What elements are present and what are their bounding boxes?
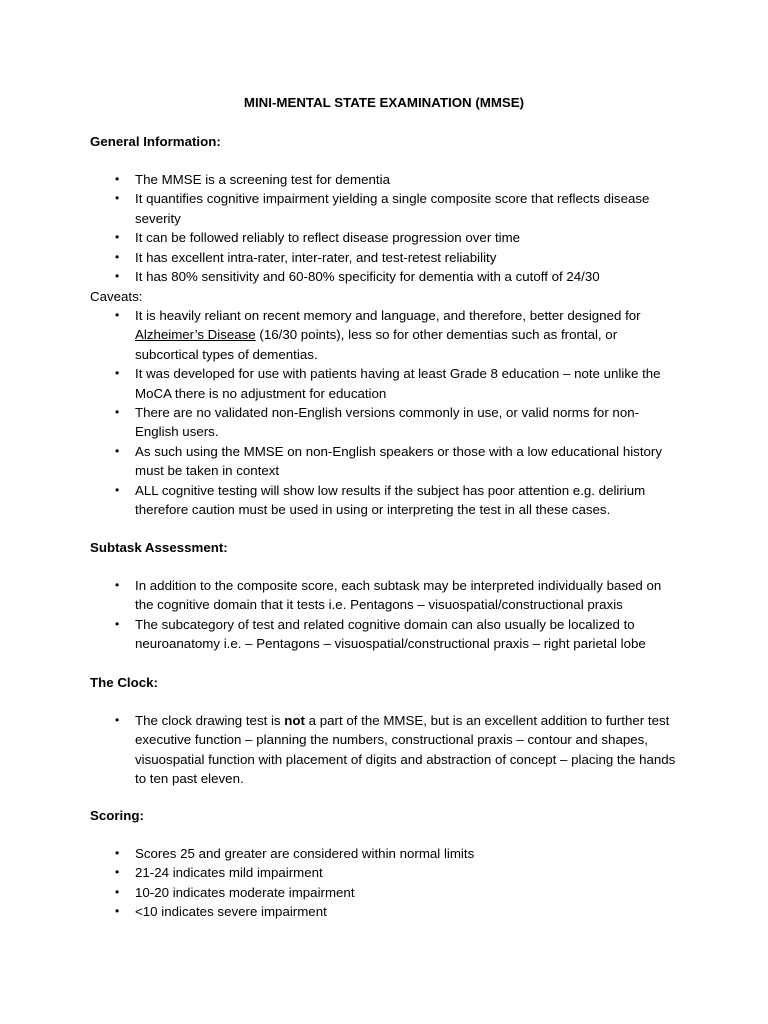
list-item-text: It can be followed reliably to reflect disease progression over time	[135, 230, 521, 246]
scoring-list	[0, 844, 768, 922]
alzheimers-disease-link[interactable]: Alzheimer’s Disease	[135, 327, 256, 343]
document-title: MINI-MENTAL STATE EXAMINATION (MMSE)	[243, 95, 525, 110]
list-item-text: The clock drawing test is	[135, 713, 285, 728]
bullet-icon: •	[115, 249, 120, 264]
bullet-icon: •	[115, 405, 120, 420]
the-clock-list	[0, 711, 768, 789]
list-item	[0, 711, 677, 789]
list-item-text: It was developed for use with patients having at least Grade 8 education – note unlike the MoCA there is no adjustment for education	[135, 366, 661, 401]
list-item-text: 21-24 indicates mild impairment	[135, 865, 323, 881]
list-item	[0, 863, 677, 882]
subtask-assessment-heading: Subtask Assessment:	[90, 540, 228, 555]
list-item	[0, 615, 677, 654]
bullet-icon: •	[115, 172, 120, 186]
bullet-icon: •	[115, 846, 120, 860]
bullet-icon: •	[115, 904, 120, 919]
caveats-label: Caveats:	[90, 289, 143, 304]
list-item-text: The subcategory of test and related cognitive domain can also usually be localized to neuroanatomy i.e. – Pentagons – visuospatial/constructional praxis – right parietal lobe	[135, 616, 646, 652]
list-item	[0, 170, 677, 189]
list-item-text: Scores 25 and greater are considered within normal limits	[135, 846, 475, 861]
bullet-icon: •	[115, 366, 120, 381]
bullet-icon: •	[115, 713, 120, 727]
bullet-icon: •	[115, 578, 120, 592]
list-item-text: It quantifies cognitive impairment yielding a single composite score that reflects disease severity	[135, 191, 650, 226]
list-item	[0, 306, 677, 364]
bullet-icon: •	[115, 269, 120, 284]
list-item-text: In addition to the composite score, each subtask may be interpreted individually based on the cognitive domain that it tests i.e. Pentagons – visuospatial/constructional praxis	[135, 578, 662, 613]
list-item	[0, 364, 677, 403]
list-item	[0, 403, 677, 442]
list-item	[0, 902, 677, 921]
bullet-icon: •	[115, 865, 120, 880]
list-item	[0, 442, 677, 481]
bullet-icon: •	[115, 230, 120, 245]
list-item-text: (16/30 points), less so for other dementias such as frontal, or subcortical types of dementias.	[135, 327, 618, 362]
caveats-list	[0, 306, 768, 519]
the-clock-heading: The Clock:	[90, 675, 158, 690]
bullet-icon: •	[115, 482, 120, 497]
bullet-icon: •	[115, 191, 120, 206]
scoring-heading: Scoring:	[90, 808, 144, 823]
list-item	[0, 248, 677, 267]
list-item	[0, 883, 677, 902]
subtask-assessment-list	[0, 576, 768, 654]
list-item-text: It has excellent intra-rater, inter-rater, and test-retest reliability	[135, 249, 497, 265]
list-item-text: The MMSE is a screening test for dementia	[135, 172, 390, 187]
emphasis-not: not	[284, 713, 305, 728]
general-information-heading: General Information:	[90, 134, 221, 149]
list-item	[0, 267, 677, 286]
list-item-text: There are no validated non-English versions commonly in use, or valid norms for non-English users.	[135, 405, 640, 440]
list-item	[0, 481, 677, 520]
list-item	[0, 228, 677, 247]
list-item-text: ALL cognitive testing will show low results if the subject has poor attention e.g. delirium therefore caution must be used in using or interpreting the test in all these cases.	[135, 482, 646, 518]
list-item	[0, 576, 677, 615]
list-item-text: As such using the MMSE on non-English speakers or those with a low educational history must be taken in context	[135, 443, 662, 479]
bullet-icon: •	[115, 443, 120, 458]
list-item	[0, 189, 677, 228]
bullet-icon: •	[115, 884, 120, 899]
list-item-text: 10-20 indicates moderate impairment	[135, 884, 355, 900]
list-item-text: <10 indicates severe impairment	[135, 904, 327, 920]
list-item-text: It is heavily reliant on recent memory and language, and therefore, better designed for	[135, 308, 641, 323]
bullet-icon: •	[115, 308, 120, 322]
list-item	[0, 844, 677, 863]
bullet-icon: •	[115, 616, 120, 631]
list-item-text: a part of the MMSE, but is an excellent addition to further test executive function – planning the numbers, constructional praxis – contour and shapes, visuospatial function with placement of digits and abstraction of concept – placing the hands to ten past eleven.	[135, 713, 676, 787]
list-item-text: It has 80% sensitivity and 60-80% specificity for dementia with a cutoff of 24/30	[135, 269, 600, 285]
general-information-list	[0, 170, 768, 286]
